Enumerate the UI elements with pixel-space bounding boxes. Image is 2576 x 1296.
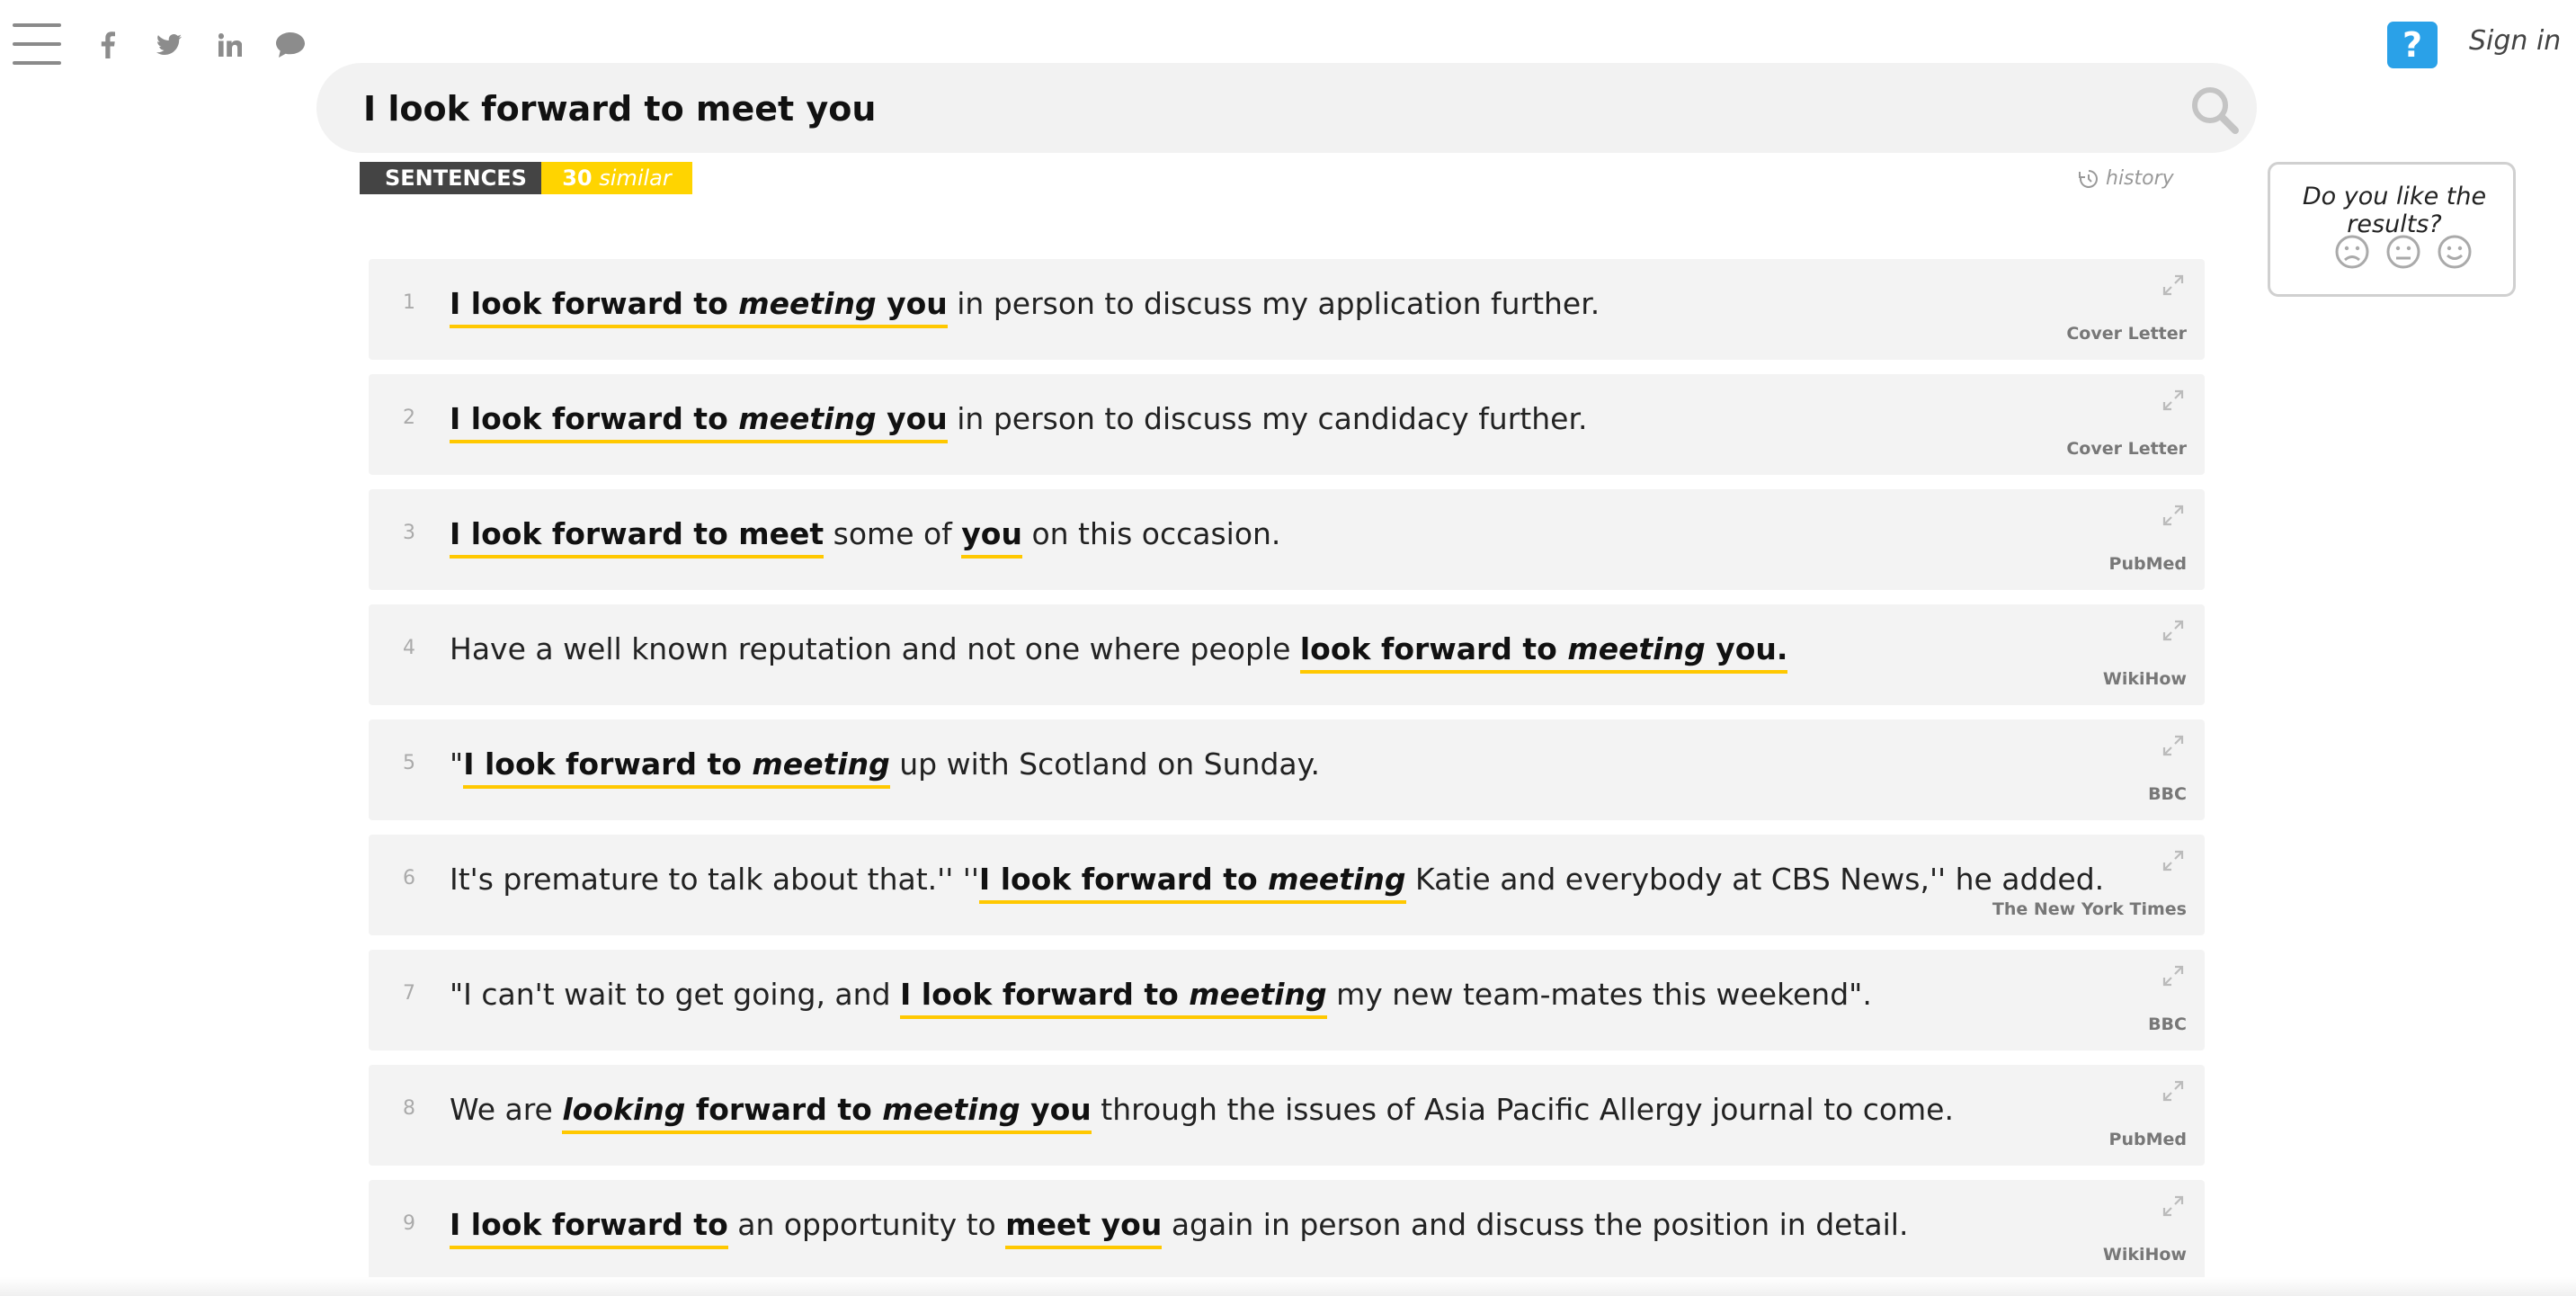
result-row[interactable]: [369, 1180, 2205, 1281]
highlighted-phrase: you: [877, 401, 948, 443]
highlighted-phrase: I look forward to: [463, 746, 752, 789]
result-sentence: [450, 1207, 1908, 1242]
result-number: 2: [403, 407, 415, 429]
tab-sentences[interactable]: SENTENCES: [360, 162, 552, 194]
highlighted-phrase: look forward to: [1300, 631, 1567, 674]
highlighted-variant: looking: [562, 1092, 686, 1127]
sentence-text: in person to discuss my application further.: [947, 286, 1600, 321]
search-icon[interactable]: [2189, 85, 2240, 135]
sad-face-icon[interactable]: [2333, 233, 2371, 271]
sentence-text: We are: [450, 1092, 563, 1127]
sentence-text: through the issues of Asia Pacific Allergy journal to come.: [1091, 1092, 1954, 1127]
bottom-shadow: [0, 1277, 2576, 1296]
result-sentence: [450, 1092, 1954, 1127]
highlighted-phrase: you.: [1706, 631, 1788, 674]
result-row[interactable]: [369, 489, 2205, 590]
expand-icon[interactable]: [2162, 273, 2185, 297]
highlighted-phrase: [882, 1092, 1020, 1134]
highlighted-phrase: [738, 401, 876, 443]
highlighted-variant: meeting: [1189, 977, 1327, 1012]
menu-icon[interactable]: [13, 23, 61, 65]
history-label: history: [2106, 167, 2174, 190]
help-button[interactable]: ?: [2387, 22, 2438, 68]
highlighted-variant: meeting: [738, 286, 877, 321]
highlighted-variant: meeting: [882, 1092, 1021, 1127]
result-number: 4: [403, 637, 415, 659]
highlighted-variant: meeting: [752, 746, 890, 782]
linkedin-icon[interactable]: [212, 27, 248, 63]
result-row[interactable]: [369, 604, 2205, 705]
sentence-text: some of: [824, 516, 962, 551]
chat-icon[interactable]: [272, 27, 308, 63]
result-row[interactable]: [369, 835, 2205, 935]
highlighted-phrase: [752, 746, 889, 789]
highlighted-phrase: you: [1021, 1092, 1092, 1134]
result-sentence: [450, 516, 1280, 551]
source-label[interactable]: PubMed: [2108, 554, 2187, 574]
source-label[interactable]: WikiHow: [2102, 1245, 2187, 1265]
highlighted-phrase: [1189, 977, 1326, 1019]
sentence-text: Have a well known reputation and not one where people: [450, 631, 1300, 666]
highlighted-phrase: I look forward to: [450, 286, 738, 328]
expand-icon[interactable]: [2162, 504, 2185, 527]
expand-icon[interactable]: [2162, 619, 2185, 642]
result-sentence: [450, 862, 2104, 897]
result-number: 3: [403, 522, 415, 544]
source-label[interactable]: BBC: [2148, 784, 2187, 804]
result-row[interactable]: [369, 1065, 2205, 1166]
result-row[interactable]: [369, 374, 2205, 475]
sentence-text: in person to discuss my candidacy further.: [947, 401, 1588, 436]
highlighted-phrase: [1567, 631, 1705, 674]
expand-icon[interactable]: [2162, 964, 2185, 988]
feedback-question: Do you like the results?: [2302, 183, 2487, 238]
similar-count: 30: [562, 165, 593, 191]
source-label[interactable]: WikiHow: [2102, 669, 2187, 689]
result-number: 8: [403, 1097, 415, 1120]
highlighted-phrase: meet you: [1005, 1207, 1162, 1249]
result-row[interactable]: [369, 259, 2205, 360]
similar-label: similar: [599, 165, 672, 191]
sentence-text: It's premature to talk about that.'' '': [450, 862, 979, 897]
highlighted-variant: meeting: [738, 401, 877, 436]
sentence-text: my new team-mates this weekend".: [1326, 977, 1872, 1012]
highlighted-phrase: [738, 286, 876, 328]
tab-similar[interactable]: [541, 162, 692, 194]
twitter-icon[interactable]: [151, 27, 187, 63]
neutral-face-icon[interactable]: [2384, 233, 2422, 271]
result-sentence: [450, 401, 1587, 436]
result-sentence: [450, 286, 1600, 321]
feedback-box: [2268, 162, 2516, 297]
result-sentence: [450, 977, 1872, 1012]
highlighted-variant: meeting: [1268, 862, 1406, 897]
sign-in-link[interactable]: Sign in: [2469, 25, 2562, 57]
expand-icon[interactable]: [2162, 734, 2185, 757]
result-number: 1: [403, 291, 415, 314]
search-bar: [316, 63, 2257, 153]
source-label[interactable]: BBC: [2148, 1014, 2187, 1034]
sentence-text: Katie and everybody at CBS News,'' he added.: [1405, 862, 2105, 897]
sentence-text: on this occasion.: [1021, 516, 1281, 551]
highlighted-phrase: I look forward to meet: [450, 516, 824, 559]
result-row[interactable]: [369, 950, 2205, 1050]
source-label[interactable]: PubMed: [2108, 1130, 2187, 1149]
sentence-text: ": [450, 746, 464, 782]
highlighted-phrase: you: [877, 286, 948, 328]
result-sentence: [450, 746, 1320, 782]
sentence-text: up with Scotland on Sunday.: [889, 746, 1320, 782]
highlighted-phrase: I look forward to: [979, 862, 1268, 904]
history-link[interactable]: [2079, 167, 2174, 190]
highlighted-variant: meeting: [1567, 631, 1706, 666]
highlighted-phrase: forward to: [685, 1092, 882, 1134]
search-input[interactable]: [361, 79, 2118, 139]
source-label[interactable]: Cover Letter: [2066, 324, 2187, 344]
happy-face-icon[interactable]: [2436, 233, 2473, 271]
facebook-icon[interactable]: [90, 27, 126, 63]
sentence-text: an opportunity to: [727, 1207, 1006, 1242]
highlighted-phrase: [562, 1092, 685, 1134]
expand-icon[interactable]: [2162, 1194, 2185, 1218]
source-label[interactable]: Cover Letter: [2066, 439, 2187, 459]
highlighted-phrase: I look forward to: [450, 401, 738, 443]
highlighted-phrase: [1268, 862, 1405, 904]
result-sentence: [450, 631, 1787, 666]
result-number: 9: [403, 1212, 415, 1235]
source-label[interactable]: The New York Times: [1992, 899, 2187, 919]
highlighted-phrase: I look forward to: [450, 1207, 728, 1249]
result-row[interactable]: [369, 720, 2205, 820]
expand-icon[interactable]: [2162, 1079, 2185, 1103]
highlighted-phrase: I look forward to: [900, 977, 1189, 1019]
results-list: [369, 259, 2205, 1295]
result-number: 5: [403, 752, 415, 774]
highlighted-phrase: you: [961, 516, 1022, 559]
expand-icon[interactable]: [2162, 849, 2185, 872]
sentence-text: again in person and discuss the position in detail.: [1162, 1207, 1909, 1242]
expand-icon[interactable]: [2162, 389, 2185, 412]
sentence-text: "I can't wait to get going, and: [450, 977, 901, 1012]
result-number: 7: [403, 982, 415, 1005]
result-number: 6: [403, 867, 415, 889]
history-icon: [2079, 169, 2099, 189]
